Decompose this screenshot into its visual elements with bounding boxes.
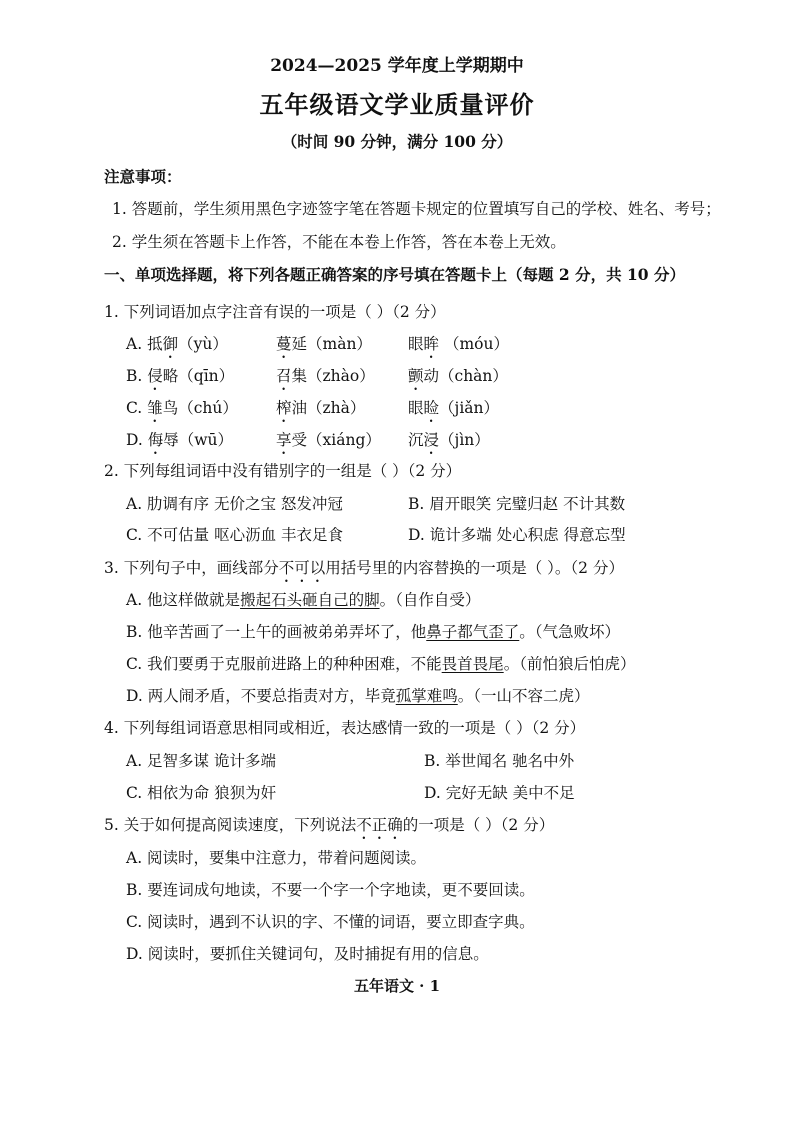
q2-option-b: B. 眉开眼笑 完璧归赵 不计其数	[408, 495, 626, 513]
notice-title: 注意事项：	[104, 167, 182, 186]
q4-option-a: A. 足智多谋 诡计多端	[126, 752, 276, 770]
question-4-stem: 4. 下列每组词语意思相同或相近，表达感情一致的一项是（ ）（2 分）	[104, 719, 586, 737]
q5-option-d: D. 阅读时，要抓住关键词句，及时捕捉有用的信息。	[126, 945, 489, 963]
question-1-stem: 1. 下列词语加点字注音有误的一项是（ ）（2 分）	[104, 303, 446, 321]
q1-option-d-word2: 享受（xiáng）	[276, 431, 381, 449]
q1-option-d-word3: 沉浸（jìn）	[408, 431, 490, 449]
q5-option-a: A. 阅读时，要集中注意力，带着问题阅读。	[126, 849, 427, 867]
q1-option-b-word2: 召集（zhào）	[276, 367, 375, 385]
q1-option-c-word3: 眼睑（jiǎn）	[408, 399, 500, 417]
q5-option-c: C. 阅读时，遇到不认识的字、不懂的词语，要立即查字典。	[126, 913, 535, 931]
question-3-stem: 3. 下列句子中，画线部分不可以用括号里的内容替换的一项是（ ）。（2 分）	[104, 559, 624, 577]
q2-option-a: A. 肋调有序 无价之宝 怒发冲冠	[126, 495, 343, 513]
q1-option-b-word3: 颤动（chàn）	[408, 367, 508, 385]
exam-time-info: （时间 90 分钟，满分 100 分）	[281, 132, 513, 151]
q1-option-a-word1: A. 抵御（yù）	[126, 335, 228, 353]
question-2-stem: 2. 下列每组词语中没有错别字的一组是（ ）（2 分）	[104, 462, 462, 480]
q3-option-b: B. 他辛苦画了一上午的画被弟弟弄坏了，他鼻子都气歪了。（气急败坏）	[126, 623, 621, 641]
q1-option-c-word2: 榨油（zhà）	[276, 399, 366, 417]
q4-option-d: D. 完好无缺 美中不足	[424, 784, 575, 802]
q2-option-c: C. 不可估量 呕心沥血 丰衣足食	[126, 526, 344, 544]
q3-option-d: D. 两人闹矛盾，不要总指责对方，毕竟孤掌难鸣。（一山不容二虎）	[126, 687, 590, 705]
question-5-stem: 5. 关于如何提高阅读速度，下列说法不正确的一项是（ ）（2 分）	[104, 816, 555, 834]
q1-option-d-word1: D. 侮辱（wū）	[126, 431, 234, 449]
notice-item-2: 2. 学生须在答题卡上作答，不能在本卷上作答，答在本卷上无效。	[112, 233, 566, 251]
notice-item-1: 1. 答题前，学生须用黑色字迹签字笔在答题卡规定的位置填写自己的学校、姓名、考号；	[112, 200, 721, 218]
exam-year-title: 2024—2025 学年度上学期期中	[270, 56, 524, 76]
q3-option-a: A. 他这样做就是搬起石头砸自己的脚。（自作自受）	[126, 591, 481, 609]
page-footer: 五年语文 · 1	[353, 977, 441, 995]
q1-option-c-word1: C. 雏鸟（chú）	[126, 399, 238, 417]
q2-option-d: D. 诡计多端 处心积虑 得意忘型	[408, 526, 626, 544]
q5-option-b: B. 要连词成句地读，不要一个字一个字地读，更不要回读。	[126, 881, 535, 899]
q1-option-b-word1: B. 侵略（qīn）	[126, 367, 235, 385]
q1-option-a-word2: 蔓延（màn）	[276, 335, 372, 353]
exam-main-title: 五年级语文学业质量评价	[259, 90, 535, 119]
q4-option-c: C. 相依为命 狼狈为奸	[126, 784, 277, 802]
q4-option-b: B. 举世闻名 驰名中外	[424, 752, 575, 770]
section-heading: 一、单项选择题，将下列各题正确答案的序号填在答题卡上（每题 2 分，共 10 分）	[104, 265, 685, 284]
q1-option-a-word3: 眼眸 （móu）	[408, 335, 509, 353]
q3-option-c: C. 我们要勇于克服前进路上的种种困难，不能畏首畏尾。（前怕狼后怕虎）	[126, 655, 636, 673]
